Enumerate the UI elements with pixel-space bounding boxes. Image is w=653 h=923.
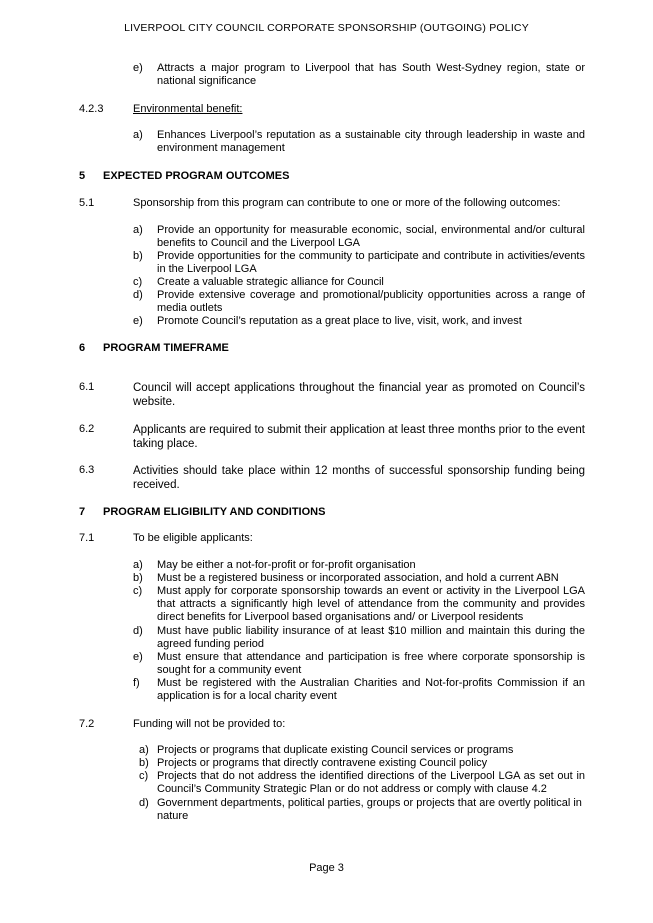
list-marker: b) — [133, 250, 143, 262]
section-heading — [79, 342, 229, 354]
list-item-text: Provide an opportunity for measurable economic, social, environmental and/or cultural benefits to Council and the Liverpool LGA — [157, 224, 585, 249]
list-item — [133, 224, 585, 250]
section-title: EXPECTED PROGRAM OUTCOMES — [103, 170, 290, 182]
list-item — [133, 677, 585, 703]
list-item — [133, 62, 585, 88]
list-marker: a) — [139, 744, 149, 756]
page-header: LIVERPOOL CITY COUNCIL CORPORATE SPONSORSHIP (OUTGOING) POLICY — [124, 22, 529, 34]
list-item — [139, 770, 585, 796]
section-heading — [79, 506, 325, 518]
clause-number: 4.2.3 — [79, 103, 104, 115]
list-item-text: May be either a not-for-profit or for-profit organisation — [157, 559, 416, 571]
section-title: PROGRAM TIMEFRAME — [103, 342, 229, 354]
list-item — [133, 572, 585, 585]
list-item — [133, 651, 585, 677]
list-marker: f) — [133, 677, 140, 689]
list-item — [133, 276, 585, 289]
clause-number: 6.2 — [79, 423, 95, 435]
clause-text: Applicants are required to submit their application at least three months prior to the event taking place. — [133, 424, 585, 450]
list-item — [133, 315, 585, 328]
list-item — [133, 289, 585, 315]
subsection-title: Environmental benefit: — [133, 103, 243, 115]
list-item-text: Government departments, political parties, groups or projects that are overtly political in nature — [157, 797, 582, 822]
list-item — [133, 559, 585, 572]
section-title: PROGRAM ELIGIBILITY AND CONDITIONS — [103, 506, 326, 518]
list-marker: c) — [139, 770, 149, 782]
page-number: Page 3 — [309, 862, 344, 874]
list-item — [139, 797, 585, 823]
list-marker: e) — [133, 62, 143, 74]
list-item-text: Projects that do not address the identified directions of the Liverpool LGA as set out in Council’s Community Strategic Plan or do not address or comply with clause 4.2 — [157, 770, 585, 795]
list-item — [133, 250, 585, 276]
list-item-text: Projects or programs that duplicate existing Council services or programs — [157, 744, 514, 756]
list-marker: b) — [139, 757, 149, 769]
list-item-text: Create a valuable strategic alliance for Council — [157, 276, 384, 288]
list-item — [133, 129, 585, 155]
list-marker: b) — [133, 572, 143, 584]
list-item — [133, 585, 585, 624]
section-number: 7 — [79, 506, 86, 518]
list-item-text: Attracts a major program to Liverpool that has South West-Sydney region, state or national significance — [157, 62, 585, 87]
list-marker: a) — [133, 559, 143, 571]
clause-number: 5.1 — [79, 197, 95, 209]
list-marker: c) — [133, 276, 143, 288]
section-number: 5 — [79, 170, 86, 182]
list-item-text: Must ensure that attendance and participation is free where corporate sponsorship is sought for a community event — [157, 651, 585, 676]
list-marker: c) — [133, 585, 143, 597]
list-item-text: Must be a registered business or incorporated association, and hold a current ABN — [157, 572, 559, 584]
list-item-text: Must be registered with the Australian Charities and Not-for-profits Commission if an application is for a local charity event — [157, 677, 585, 702]
clause-number: 6.3 — [79, 464, 95, 476]
list-marker: d) — [133, 289, 143, 301]
clause-number: 6.1 — [79, 381, 95, 393]
section-heading — [79, 170, 289, 182]
list-marker: d) — [133, 625, 143, 637]
list-item — [139, 744, 585, 757]
list-item-text: Provide opportunities for the community to participate and contribute in activities/events in the Liverpool LGA — [157, 250, 585, 275]
list-item-text: Enhances Liverpool’s reputation as a sustainable city through leadership in waste and environment management — [157, 129, 585, 154]
list-item-text: Projects or programs that directly contravene existing Council policy — [157, 757, 488, 769]
list-item-text: Promote Council’s reputation as a great place to live, visit, work, and invest — [157, 315, 522, 327]
clause-text: To be eligible applicants: — [133, 532, 253, 544]
list-item-text: Must have public liability insurance of at least $10 million and maintain this during the agreed funding period — [157, 625, 585, 650]
list-item — [133, 625, 585, 651]
clause-text: Council will accept applications throughout the financial year as promoted on Council’s website. — [133, 382, 585, 408]
clause-text: Funding will not be provided to: — [133, 718, 286, 730]
section-number: 6 — [79, 342, 86, 354]
list-marker: e) — [133, 315, 143, 327]
list-marker: d) — [139, 797, 149, 809]
list-item-text: Provide extensive coverage and promotional/publicity opportunities across a range of media outlets — [157, 289, 585, 314]
clause-number: 7.1 — [79, 532, 95, 544]
list-item — [139, 757, 585, 770]
clause-text: Activities should take place within 12 months of successful sponsorship funding being received. — [133, 465, 585, 491]
list-marker: a) — [133, 224, 143, 236]
list-item-text: Must apply for corporate sponsorship towards an event or activity in the Liverpool LGA that attracts a significantly high level of attendance from the community and provides direct benefits for Liverpool based organisations and/ or Liverpool residents — [157, 585, 585, 623]
clause-text: Sponsorship from this program can contribute to one or more of the following outcomes: — [133, 197, 561, 209]
clause-number: 7.2 — [79, 718, 95, 730]
list-marker: a) — [133, 129, 143, 141]
list-marker: e) — [133, 651, 143, 663]
